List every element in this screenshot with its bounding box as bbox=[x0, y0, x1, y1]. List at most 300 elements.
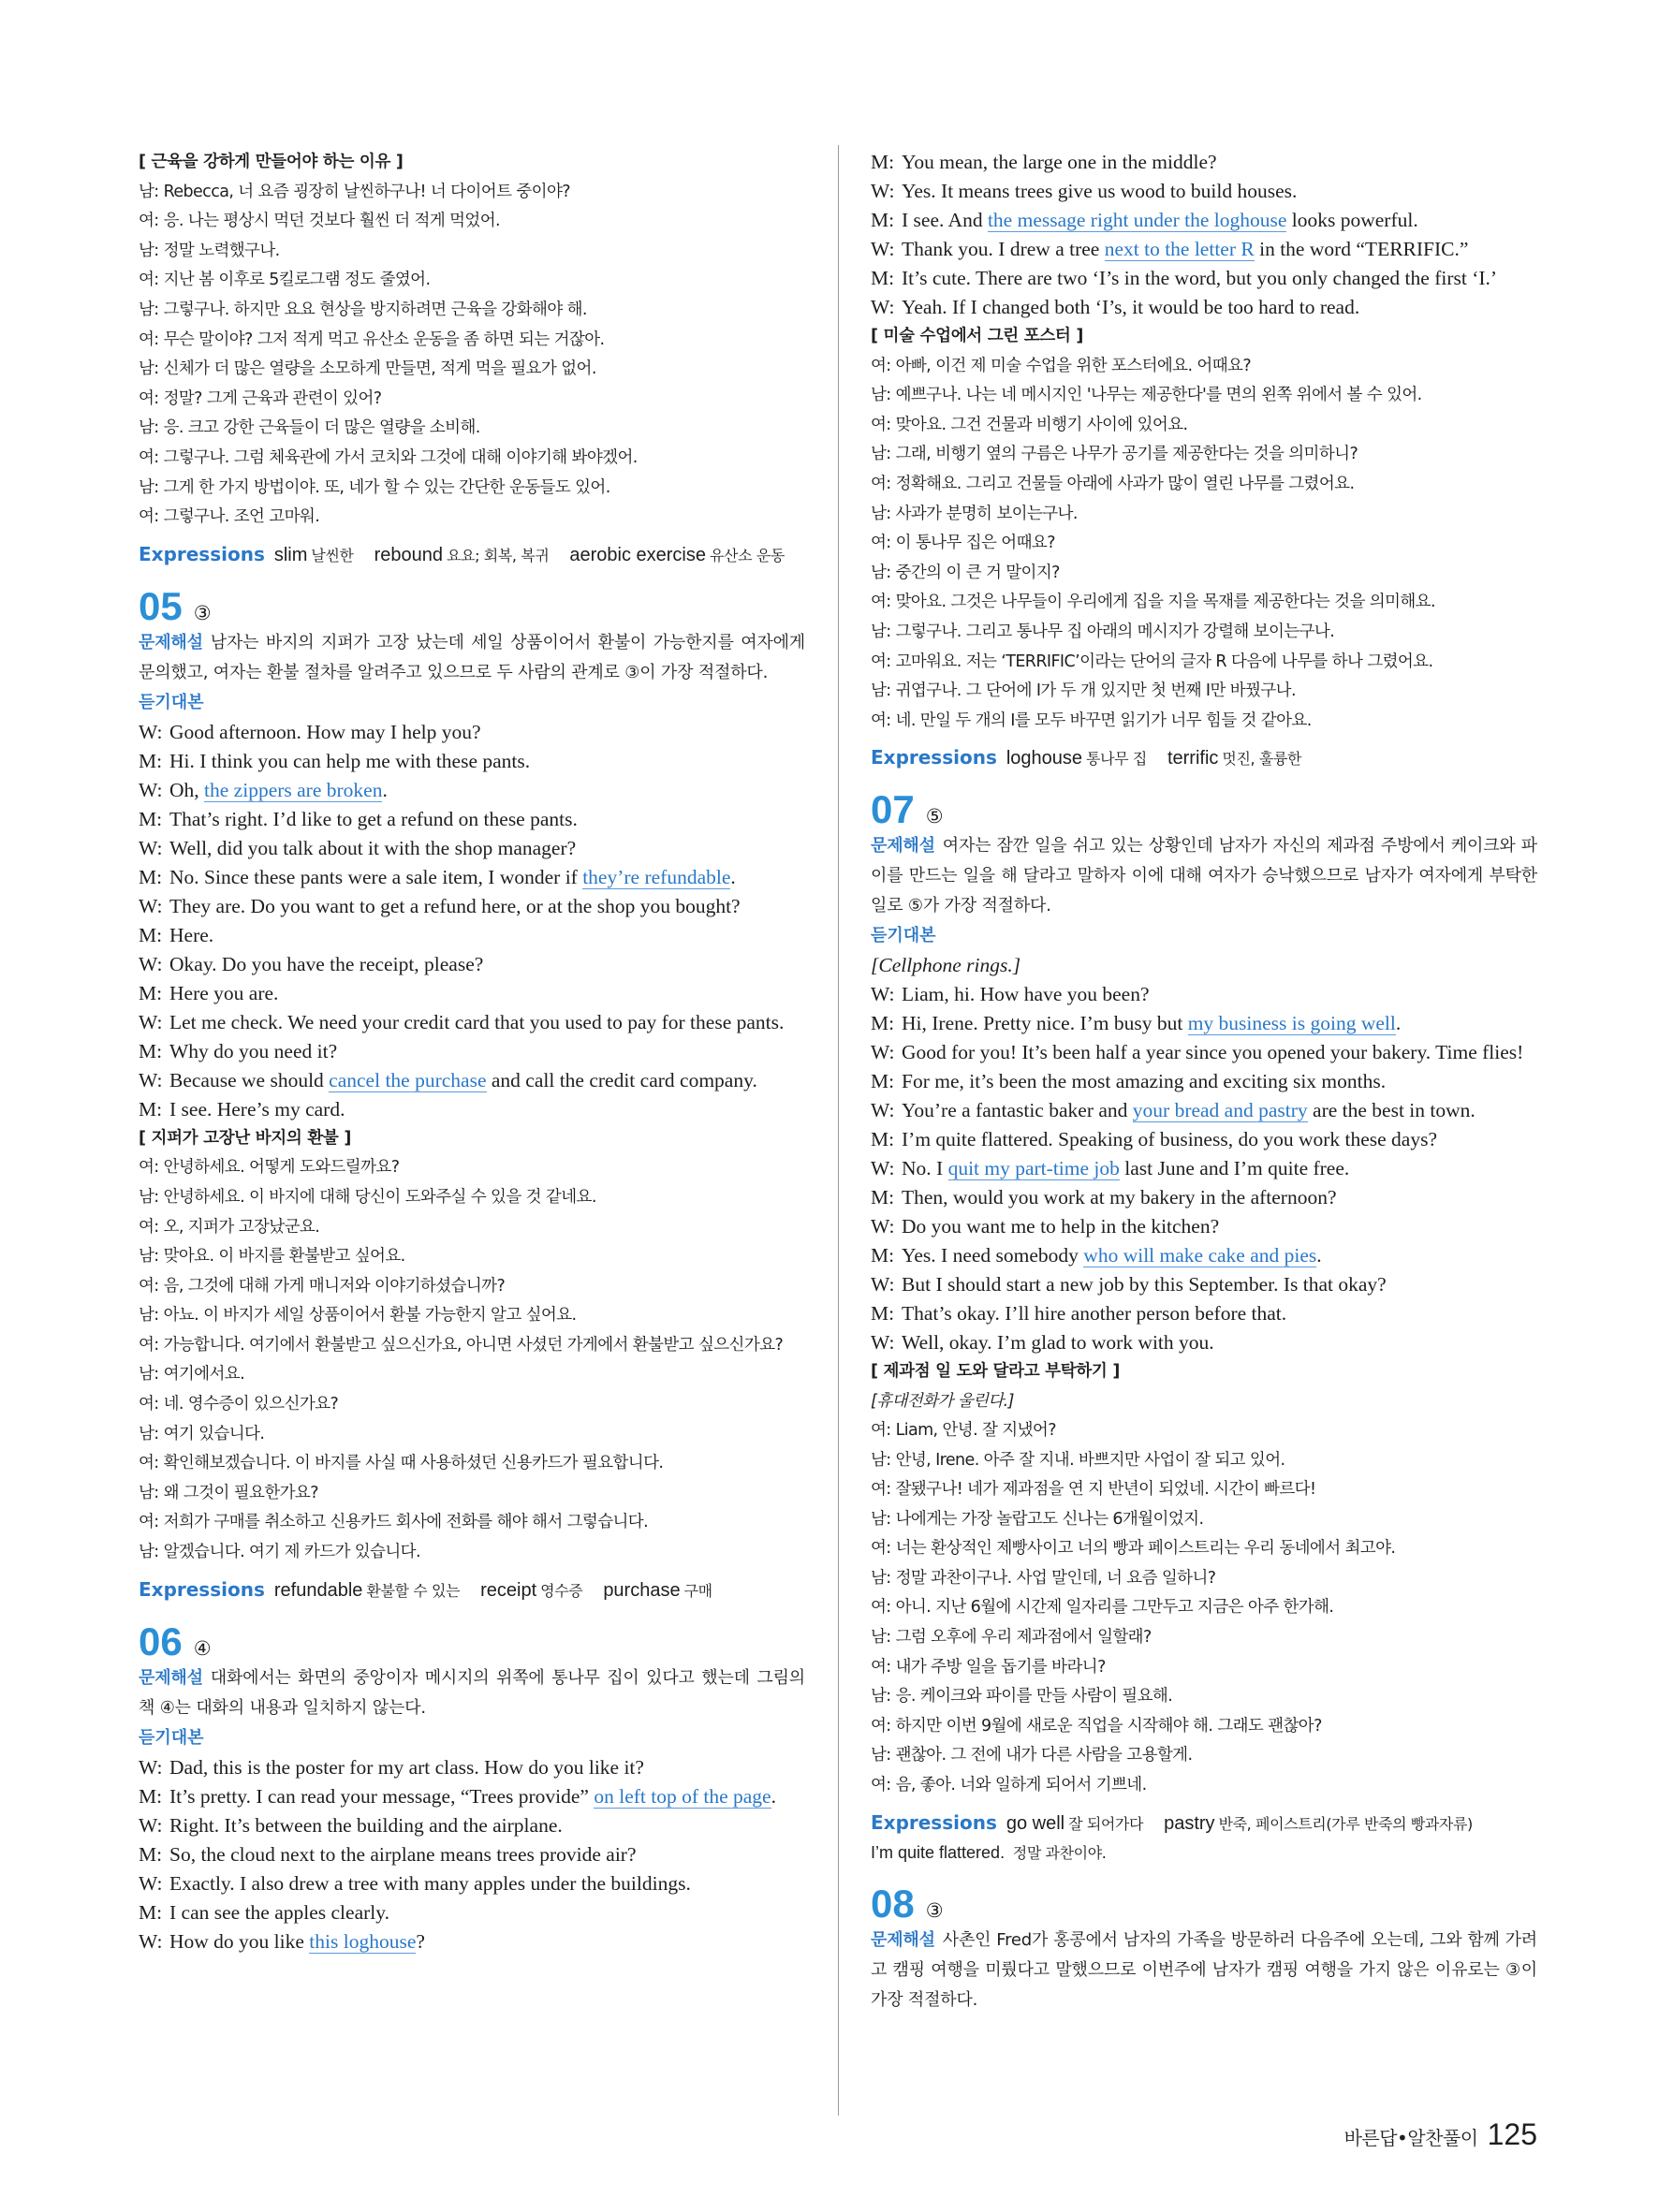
text-segment: are the best in town. bbox=[1307, 1099, 1475, 1122]
text-segment: You’re a fantastic baker and bbox=[902, 1099, 1133, 1122]
speaker-label: M: bbox=[139, 1039, 163, 1062]
text-segment: For me, it’s been the most amazing and exciting six months. bbox=[902, 1070, 1387, 1093]
q07-answer: ⑤ bbox=[925, 805, 944, 828]
dialogue-text bbox=[902, 1067, 1537, 1096]
dialogue-line bbox=[139, 718, 805, 747]
korean-line: 남: 알겠습니다. 여기 제 카드가 있습니다. bbox=[139, 1543, 420, 1562]
key-phrase-highlight: quit my part-time job bbox=[947, 1157, 1120, 1180]
speaker-label: M: bbox=[871, 151, 895, 173]
dialogue-line bbox=[871, 1038, 1537, 1067]
dialogue-text bbox=[169, 1840, 805, 1869]
left-column bbox=[139, 148, 805, 1956]
speaker-label: M: bbox=[871, 1244, 895, 1267]
text-segment: I’m quite flattered. Speaking of business, do you work these days? bbox=[902, 1128, 1438, 1151]
speaker-label: W: bbox=[139, 836, 163, 859]
speaker-label: W: bbox=[139, 1068, 163, 1091]
dialogue-text bbox=[902, 1125, 1537, 1154]
q07-korean-script bbox=[871, 1416, 1537, 1801]
speaker-label: W: bbox=[871, 296, 895, 318]
dialogue-text bbox=[169, 1753, 805, 1782]
korean-line: 남: 그럼 오후에 우리 제과점에서 일할래? bbox=[871, 1628, 1152, 1648]
korean-line: 여: 지난 봄 이후로 5킬로그램 정도 줄였어. bbox=[139, 271, 431, 290]
q06-answer: ④ bbox=[193, 1636, 212, 1660]
dialogue-line bbox=[871, 1096, 1537, 1125]
q07-heading bbox=[871, 788, 1537, 831]
q08-number: 08 bbox=[871, 1881, 915, 1926]
dialogue-line bbox=[139, 863, 805, 892]
dialogue-text bbox=[169, 1811, 805, 1840]
text-segment: ? bbox=[416, 1929, 425, 1953]
q08-explanation-text: 사촌인 Fred가 홍콩에서 남자의 가족을 방문하러 다음주에 오는데, 그와 함께 가려고 캠핑 여행을 미뤘다고 말했으므로 이번주에 남자가 캠핑 여행을 가지 않은 이유로는 ③이 가장 적절하다. bbox=[871, 1929, 1537, 2010]
text-segment: . bbox=[382, 778, 388, 801]
q05-explanation bbox=[139, 628, 805, 688]
dialogue-line bbox=[139, 1811, 805, 1840]
q07-script-label: 듣기대본 bbox=[871, 926, 936, 946]
korean-line: 남: Rebecca, 너 요즘 굉장히 날씬하구나! 너 다이어트 중이야? bbox=[139, 182, 570, 201]
dialogue-text bbox=[902, 1212, 1537, 1241]
text-segment: So, the cloud next to the airplane means trees provide air? bbox=[169, 1842, 637, 1866]
korean-line: 여: 잘됐구나! 네가 제과점을 연 지 반년이 되었네. 시간이 빠르다! bbox=[871, 1480, 1316, 1500]
korean-line: 남: 정말 노력했구나. bbox=[139, 241, 280, 260]
dialogue-line bbox=[871, 1183, 1537, 1212]
korean-line: 여: 하지만 이번 9월에 새로운 직업을 시작해야 해. 그래도 괜찮아? bbox=[871, 1716, 1322, 1736]
speaker-label: W: bbox=[871, 1041, 895, 1064]
q07-dialogue bbox=[871, 980, 1537, 1357]
footer-book-title: 바른답•알찬풀이 bbox=[1343, 2127, 1478, 2149]
page-number: 125 bbox=[1487, 2117, 1537, 2151]
dialogue-text bbox=[169, 921, 805, 950]
text-segment: Yes. It means trees give us wood to build houses. bbox=[902, 180, 1298, 202]
korean-line: 여: 그렇구나. 조언 고마워. bbox=[139, 507, 320, 527]
korean-line: 여: 고마워요. 저는 ‘TERRIFIC’이라는 단어의 글자 R 다음에 나무를 하나 그렸어요. bbox=[871, 652, 1433, 671]
expression-word: slim bbox=[273, 544, 308, 565]
key-phrase-highlight: who will make cake and pies bbox=[1083, 1244, 1317, 1267]
q05-korean-script bbox=[139, 1153, 805, 1567]
expression-word: terrific bbox=[1167, 748, 1219, 769]
q05-explanation-text: 남자는 바지의 지퍼가 고장 났는데 세일 상품이어서 환불이 가능한지를 여자에게 문의했고, 여자는 환불 절차를 알려주고 있으므로 두 사람의 관계로 ③이 가장 적절하다. bbox=[139, 632, 805, 682]
korean-line: 남: 안녕하세요. 이 바지에 대해 당신이 도와주실 수 있을 것 같네요. bbox=[139, 1187, 596, 1207]
dialogue-line bbox=[871, 1212, 1537, 1241]
dialogue-line bbox=[139, 1066, 805, 1095]
speaker-label: M: bbox=[139, 923, 163, 946]
expression-meaning: 반죽, 페이스트리(가루 반죽의 빵과자류) bbox=[1218, 1814, 1473, 1833]
dialogue-text bbox=[169, 1037, 805, 1066]
speaker-label: M: bbox=[139, 865, 163, 888]
expression-meaning: 날씬한 bbox=[311, 546, 354, 564]
korean-line: 여: 내가 주방 일을 돕기를 바라니? bbox=[871, 1657, 1106, 1677]
text-segment: in the word “TERRIFIC.” bbox=[1254, 238, 1469, 260]
dialogue-line bbox=[871, 1328, 1537, 1357]
key-phrase-highlight: the message right under the loghouse bbox=[987, 209, 1287, 231]
korean-line: 여: 음, 그것에 대해 가게 매니저와 이야기하셨습니까? bbox=[139, 1276, 506, 1296]
dialogue-line bbox=[139, 1869, 805, 1898]
dialogue-line bbox=[139, 1037, 805, 1066]
text-segment: Hi. I think you can help me with these pants. bbox=[169, 749, 531, 772]
korean-line: 여: 확인해보겠습니다. 이 바지를 사실 때 사용하셨던 신용카드가 필요합니다. bbox=[139, 1454, 664, 1473]
korean-line: 남: 여기 있습니다. bbox=[139, 1424, 265, 1443]
q06-korean-script bbox=[871, 352, 1537, 737]
korean-line: 남: 그게 한 가지 방법이야. 또, 네가 할 수 있는 간단한 운동들도 있어. bbox=[139, 477, 610, 497]
expression-line bbox=[871, 1838, 1537, 1868]
text-segment: . bbox=[1395, 1012, 1402, 1035]
text-segment: Good for you! It’s been half a year since you opened your bakery. Time flies! bbox=[902, 1041, 1524, 1064]
dialogue-line bbox=[139, 1008, 805, 1037]
korean-line: 여: 맞아요. 그것은 나무들이 우리에게 집을 지을 목재를 제공한다는 것을 의미해요. bbox=[871, 593, 1435, 612]
dialogue-line bbox=[139, 747, 805, 776]
korean-line: 남: 그렇구나. 하지만 요요 현상을 방지하려면 근육을 강화해야 해. bbox=[139, 300, 587, 319]
speaker-label: W: bbox=[871, 1099, 895, 1122]
korean-line: 남: 사과가 분명히 보이는구나. bbox=[871, 504, 1078, 523]
dialogue-text bbox=[902, 293, 1537, 322]
dialogue-text bbox=[169, 1898, 805, 1927]
speaker-label: W: bbox=[139, 720, 163, 743]
q07-kr-title: [ 제과점 일 도와 달라고 부탁하기 ] bbox=[871, 1362, 1121, 1382]
korean-line: 여: 네. 만일 두 개의 I를 모두 바꾸면 읽기가 너무 힘들 것 같아요. bbox=[871, 710, 1312, 730]
expression-word: aerobic exercise bbox=[569, 544, 706, 565]
dialogue-text bbox=[169, 1008, 805, 1037]
q07-kr-stage-direction: [휴대전화가 울린다.] bbox=[871, 1391, 1014, 1411]
korean-line: 남: 아뇨. 이 바지가 세일 상품이어서 환불 가능한지 알고 싶어요. bbox=[139, 1306, 577, 1326]
speaker-label: W: bbox=[139, 952, 163, 975]
korean-line: 여: 저희가 구매를 취소하고 신용카드 회사에 전화를 해야 해서 그렇습니다. bbox=[139, 1513, 649, 1532]
speaker-label: M: bbox=[139, 1842, 163, 1866]
expression-word: pastry bbox=[1164, 1812, 1215, 1834]
dialogue-text bbox=[169, 1095, 805, 1124]
korean-line: 여: 이 통나무 집은 어때요? bbox=[871, 534, 1055, 553]
korean-line: 여: 네. 영수증이 있으신가요? bbox=[139, 1395, 339, 1414]
speaker-label: M: bbox=[871, 267, 895, 289]
speaker-label: M: bbox=[871, 209, 895, 231]
q04-korean-script bbox=[139, 178, 805, 533]
q07-expressions bbox=[871, 1809, 1537, 1868]
speaker-label: M: bbox=[871, 1186, 895, 1209]
text-segment: . bbox=[730, 865, 736, 888]
q06-kr-title: [ 미술 수업에서 그린 포스터 ] bbox=[871, 327, 1084, 345]
dialogue-line bbox=[139, 1898, 805, 1927]
korean-line: 남: 예쁘구나. 나는 네 메시지인 '나무는 제공한다'를 면의 왼쪽 위에서 볼 수 있어. bbox=[871, 386, 1422, 405]
speaker-label: W: bbox=[139, 1871, 163, 1895]
speaker-label: W: bbox=[871, 983, 895, 1006]
key-phrase-highlight: the zippers are broken bbox=[204, 778, 383, 801]
text-segment: You mean, the large one in the middle? bbox=[902, 151, 1217, 173]
expressions-label: Expressions bbox=[871, 746, 997, 769]
expression-word: receipt bbox=[480, 1579, 537, 1601]
text-segment: Well, did you talk about it with the shop manager? bbox=[169, 836, 577, 859]
q05-answer: ③ bbox=[193, 601, 212, 624]
dialogue-line bbox=[871, 148, 1537, 177]
dialogue-text bbox=[169, 1782, 805, 1811]
text-segment: Why do you need it? bbox=[169, 1039, 338, 1062]
text-segment: It’s cute. There are two ‘I’s in the word, but you only changed the first ‘I.’ bbox=[902, 267, 1498, 289]
speaker-label: W: bbox=[139, 1929, 163, 1953]
text-segment: Because we should bbox=[169, 1068, 330, 1091]
korean-line: 여: 아니. 지난 6월에 시간제 일자리를 그만두고 지금은 아주 한가해. bbox=[871, 1598, 1334, 1618]
speaker-label: M: bbox=[139, 1097, 163, 1121]
q06-heading bbox=[139, 1620, 805, 1663]
q06-number: 06 bbox=[139, 1619, 183, 1663]
dialogue-line bbox=[871, 1009, 1537, 1038]
q07-explanation-text: 여자는 잠깐 일을 쉬고 있는 상황인데 남자가 자신의 제과점 주방에서 케이크와 파이를 만드는 일을 해 달라고 말하자 이에 대해 여자가 승낙했으므로 남자가 여자에게 부탁한 일로 ⑤가 가장 적절하다. bbox=[871, 836, 1537, 916]
dialogue-line bbox=[871, 1241, 1537, 1270]
key-phrase-highlight: your bread and pastry bbox=[1132, 1099, 1308, 1122]
speaker-label: W: bbox=[871, 1273, 895, 1296]
speaker-label: M: bbox=[871, 1128, 895, 1151]
dialogue-text bbox=[902, 1154, 1537, 1183]
page-footer bbox=[1344, 2117, 1537, 2152]
text-segment: Yeah. If I changed both ‘I’s, it would be too hard to read. bbox=[902, 296, 1360, 318]
korean-line: 여: 정확해요. 그리고 건물들 아래에 사과가 많이 열린 나무를 그렸어요. bbox=[871, 474, 1355, 493]
dialogue-line bbox=[871, 177, 1537, 206]
dialogue-text bbox=[902, 980, 1537, 1009]
expression-word: go well bbox=[1006, 1812, 1065, 1834]
q07-stage-direction: [Cellphone rings.] bbox=[871, 954, 1021, 977]
dialogue-line bbox=[871, 1067, 1537, 1096]
expression-meaning: 환불할 수 있는 bbox=[366, 1581, 461, 1600]
q05-number: 05 bbox=[139, 583, 183, 628]
dialogue-line bbox=[139, 834, 805, 863]
speaker-label: W: bbox=[871, 1215, 895, 1238]
q05-dialogue bbox=[139, 718, 805, 1124]
dialogue-line bbox=[139, 921, 805, 950]
text-segment: . bbox=[1316, 1244, 1322, 1267]
korean-line: 남: 나에게는 가장 놀랍고도 신나는 6개월이었지. bbox=[871, 1509, 1204, 1529]
q06-explanation bbox=[139, 1663, 805, 1723]
korean-line: 남: 응. 케이크와 파이를 만들 사람이 필요해. bbox=[871, 1687, 1173, 1707]
speaker-label: W: bbox=[871, 180, 895, 202]
expression-meaning: 멋진, 훌륭한 bbox=[1222, 750, 1302, 769]
key-phrase-highlight: they’re refundable bbox=[582, 865, 731, 888]
q05-explanation-label: 문제해설 bbox=[139, 632, 203, 652]
text-segment: But I should start a new job by this September. Is that okay? bbox=[902, 1273, 1387, 1296]
q07-explanation bbox=[871, 831, 1537, 921]
dialogue-text bbox=[902, 1183, 1537, 1212]
speaker-label: M: bbox=[871, 1012, 895, 1035]
expression-meaning: 유산소 운동 bbox=[710, 546, 785, 564]
dialogue-text bbox=[902, 148, 1537, 177]
q06-script-label: 듣기대본 bbox=[139, 1727, 204, 1748]
text-segment: Thank you. I drew a tree bbox=[902, 238, 1105, 260]
dialogue-text bbox=[169, 863, 805, 892]
korean-line: 여: 음, 좋아. 너와 일하게 되어서 기쁘네. bbox=[871, 1776, 1147, 1795]
expression-word: rebound bbox=[374, 544, 443, 565]
speaker-label: W: bbox=[139, 1813, 163, 1837]
q08-explanation bbox=[871, 1926, 1537, 2015]
dialogue-line bbox=[871, 980, 1537, 1009]
korean-line: 남: 여기에서요. bbox=[139, 1365, 245, 1384]
expression-meaning: 구매 bbox=[683, 1581, 712, 1600]
korean-line: 여: 응. 나는 평상시 먹던 것보다 훨씬 더 적게 먹었어. bbox=[139, 212, 500, 231]
text-segment: Okay. Do you have the receipt, please? bbox=[169, 952, 484, 975]
dialogue-text bbox=[902, 264, 1537, 293]
dialogue-text bbox=[902, 177, 1537, 206]
text-segment: No. Since these pants were a sale item, I wonder if bbox=[169, 865, 583, 888]
text-segment: I can see the apples clearly. bbox=[169, 1900, 389, 1924]
text-segment: They are. Do you want to get a refund here, or at the shop you bought? bbox=[169, 894, 741, 917]
dialogue-text bbox=[169, 1869, 805, 1898]
dialogue-line bbox=[139, 1753, 805, 1782]
text-segment: No. I bbox=[902, 1157, 948, 1180]
dialogue-text bbox=[169, 950, 805, 979]
text-segment: I see. Here’s my card. bbox=[169, 1097, 345, 1121]
korean-line: 여: 무슨 말이야? 그저 적게 먹고 유산소 운동을 좀 하면 되는 거잖아. bbox=[139, 330, 605, 349]
speaker-label: W: bbox=[871, 238, 895, 260]
dialogue-line bbox=[871, 206, 1537, 235]
key-phrase-highlight: next to the letter R bbox=[1104, 238, 1255, 260]
q06-explanation-label: 문제해설 bbox=[139, 1667, 203, 1688]
text-segment: Hi, Irene. Pretty nice. I’m busy but bbox=[902, 1012, 1188, 1035]
korean-line: 여: 너는 환상적인 제빵사이고 너의 빵과 페이스트리는 우리 동네에서 최고야. bbox=[871, 1539, 1396, 1559]
speaker-label: W: bbox=[139, 894, 163, 917]
korean-line: 남: 귀엽구나. 그 단어에 I가 두 개 있지만 첫 번째 I만 바꿨구나. bbox=[871, 681, 1296, 701]
dialogue-text bbox=[902, 1038, 1537, 1067]
q06-dialogue bbox=[139, 1753, 805, 1956]
q06-dialogue-continued bbox=[871, 148, 1537, 322]
dialogue-text bbox=[169, 979, 805, 1008]
text-segment: . bbox=[771, 1784, 776, 1808]
text-segment: Here. bbox=[169, 923, 214, 946]
q05-heading bbox=[139, 585, 805, 628]
korean-line: 여: 맞아요. 그건 건물과 비행기 사이에 있어요. bbox=[871, 415, 1188, 434]
speaker-label: M: bbox=[139, 749, 163, 772]
text-segment: Then, would you work at my bakery in the afternoon? bbox=[902, 1186, 1337, 1209]
expressions-label: Expressions bbox=[871, 1810, 997, 1834]
dialogue-line bbox=[871, 1299, 1537, 1328]
expression-meaning: 잘 되어가다 bbox=[1068, 1814, 1144, 1833]
speaker-label: M: bbox=[871, 1302, 895, 1326]
q06-explanation-text: 대화에서는 화면의 중앙이자 메시지의 위쪽에 통나무 집이 있다고 했는데 그림의 책 ④는 대화의 내용과 일치하지 않는다. bbox=[139, 1667, 805, 1718]
q05-expressions bbox=[139, 1575, 805, 1605]
korean-line: 남: 괜찮아. 그 전에 내가 다른 사람을 고용할게. bbox=[871, 1746, 1193, 1765]
dialogue-line bbox=[871, 1154, 1537, 1183]
text-segment: Yes. I need somebody bbox=[902, 1244, 1084, 1267]
dialogue-text bbox=[902, 1299, 1537, 1328]
dialogue-line bbox=[139, 979, 805, 1008]
key-phrase-highlight: this loghouse bbox=[309, 1929, 417, 1953]
korean-line: 남: 안녕, Irene. 아주 잘 지내. 바쁘지만 사업이 잘 되고 있어. bbox=[871, 1450, 1285, 1470]
text-segment: It’s pretty. I can read your message, “Trees provide” bbox=[169, 1784, 595, 1808]
key-phrase-highlight: cancel the purchase bbox=[329, 1068, 487, 1091]
text-segment: Dad, this is the poster for my art class. How do you like it? bbox=[169, 1755, 644, 1779]
q04-expressions bbox=[139, 540, 805, 570]
dialogue-text bbox=[902, 1328, 1537, 1357]
speaker-label: W: bbox=[139, 1010, 163, 1033]
q08-answer: ③ bbox=[925, 1898, 944, 1922]
key-phrase-highlight: on left top of the page bbox=[594, 1784, 771, 1808]
korean-line: 남: 그렇구나. 그리고 통나무 집 아래의 메시지가 강렬해 보이는구나. bbox=[871, 622, 1335, 641]
dialogue-text bbox=[169, 747, 805, 776]
dialogue-text bbox=[902, 206, 1537, 235]
text-segment: Exactly. I also drew a tree with many apples under the buildings. bbox=[169, 1871, 691, 1895]
dialogue-text bbox=[169, 834, 805, 863]
dialogue-text bbox=[902, 1270, 1537, 1299]
dialogue-text bbox=[902, 1241, 1537, 1270]
text-segment: Liam, hi. How have you been? bbox=[902, 983, 1150, 1006]
dialogue-line bbox=[139, 892, 805, 921]
speaker-label: M: bbox=[871, 1070, 895, 1093]
text-segment: That’s right. I’d like to get a refund on these pants. bbox=[169, 807, 578, 830]
dialogue-line bbox=[139, 1927, 805, 1956]
korean-line: 남: 맞아요. 이 바지를 환불받고 싶어요. bbox=[139, 1247, 405, 1267]
dialogue-text bbox=[169, 776, 805, 805]
q04-script-title: [ 근육을 강하게 만들어야 하는 이유 ] bbox=[139, 153, 404, 171]
dialogue-line bbox=[871, 235, 1537, 264]
speaker-label: M: bbox=[139, 1900, 163, 1924]
text-segment: Good afternoon. How may I help you? bbox=[169, 720, 481, 743]
dialogue-line bbox=[871, 1125, 1537, 1154]
q07-explanation-label: 문제해설 bbox=[871, 836, 935, 857]
dialogue-line bbox=[139, 1782, 805, 1811]
korean-line: 남: 신체가 더 많은 열량을 소모하게 만들면, 적게 먹을 필요가 없어. bbox=[139, 359, 596, 379]
dialogue-text bbox=[169, 718, 805, 747]
dialogue-line bbox=[139, 950, 805, 979]
dialogue-line bbox=[139, 1840, 805, 1869]
expression-word: I’m quite flattered. bbox=[871, 1842, 1006, 1862]
q07-number: 07 bbox=[871, 787, 915, 832]
expression-meaning: 통나무 집 bbox=[1086, 750, 1147, 769]
dialogue-line bbox=[871, 264, 1537, 293]
text-segment: looks powerful. bbox=[1286, 209, 1418, 231]
speaker-label: M: bbox=[139, 807, 163, 830]
korean-line: 남: 정말 과찬이구나. 사업 말인데, 너 요즘 일하니? bbox=[871, 1568, 1216, 1588]
expression-meaning: 정말 과찬이야. bbox=[1008, 1843, 1107, 1862]
korean-line: 여: 아빠, 이건 제 미술 수업을 위한 포스터에요. 어때요? bbox=[871, 356, 1252, 375]
text-segment: Let me check. We need your credit card that you used to pay for these pants. bbox=[169, 1010, 785, 1033]
dialogue-text bbox=[902, 1096, 1537, 1125]
dialogue-line bbox=[139, 776, 805, 805]
q05-kr-title: [ 지퍼가 고장난 바지의 환불 ] bbox=[139, 1128, 352, 1148]
key-phrase-highlight: my business is going well bbox=[1187, 1012, 1396, 1035]
dialogue-text bbox=[169, 892, 805, 921]
korean-line: 여: 오, 지퍼가 고장났군요. bbox=[139, 1217, 320, 1237]
expression-meaning: 요요; 회복, 복귀 bbox=[446, 546, 550, 564]
text-segment: Do you want me to help in the kitchen? bbox=[902, 1215, 1220, 1238]
q06-expressions bbox=[871, 743, 1537, 773]
text-segment: Oh, bbox=[169, 778, 205, 801]
dialogue-text bbox=[169, 1066, 805, 1095]
expressions-label: Expressions bbox=[139, 542, 265, 565]
expression-word: refundable bbox=[273, 1579, 363, 1601]
q05-script-label: 듣기대본 bbox=[139, 692, 204, 712]
korean-line: 여: 그렇구나. 그럼 체육관에 가서 코치와 그것에 대해 이야기해 봐야겠어. bbox=[139, 447, 638, 467]
q08-heading bbox=[871, 1882, 1537, 1926]
dialogue-line bbox=[871, 1270, 1537, 1299]
speaker-label: M: bbox=[139, 981, 163, 1004]
text-segment: Well, okay. I’m glad to work with you. bbox=[902, 1331, 1214, 1355]
dialogue-text bbox=[169, 805, 805, 834]
korean-line: 여: 정말? 그게 근육과 관련이 있어? bbox=[139, 388, 382, 408]
column-divider bbox=[838, 145, 839, 2116]
dialogue-line bbox=[871, 293, 1537, 322]
speaker-label: W: bbox=[871, 1331, 895, 1355]
korean-line: 남: 중간의 이 큰 거 말이지? bbox=[871, 563, 1060, 582]
dialogue-line bbox=[139, 805, 805, 834]
expression-word: purchase bbox=[603, 1579, 681, 1601]
speaker-label: W: bbox=[139, 778, 163, 801]
text-segment: and call the credit card company. bbox=[486, 1068, 757, 1091]
text-segment: That’s okay. I’ll hire another person before that. bbox=[902, 1302, 1287, 1326]
korean-line: 여: 가능합니다. 여기에서 환불받고 싶으신가요, 아니면 사셨던 가게에서 환불받고 싶으신가요? bbox=[139, 1335, 784, 1355]
dialogue-text bbox=[902, 235, 1537, 264]
text-segment: last June and I’m quite free. bbox=[1119, 1157, 1350, 1180]
korean-line: 남: 응. 크고 강한 근육들이 더 많은 열량을 소비해. bbox=[139, 418, 480, 438]
text-segment: Right. It’s between the building and the airplane. bbox=[169, 1813, 563, 1837]
korean-line: 남: 왜 그것이 필요한가요? bbox=[139, 1483, 318, 1502]
right-column bbox=[871, 148, 1537, 2015]
korean-line: 남: 그래, 비행기 옆의 구름은 나무가 공기를 제공한다는 것을 의미하니? bbox=[871, 445, 1358, 464]
text-segment: How do you like bbox=[169, 1929, 310, 1953]
expression-meaning: 영수증 bbox=[540, 1581, 583, 1600]
dialogue-text bbox=[169, 1927, 805, 1956]
